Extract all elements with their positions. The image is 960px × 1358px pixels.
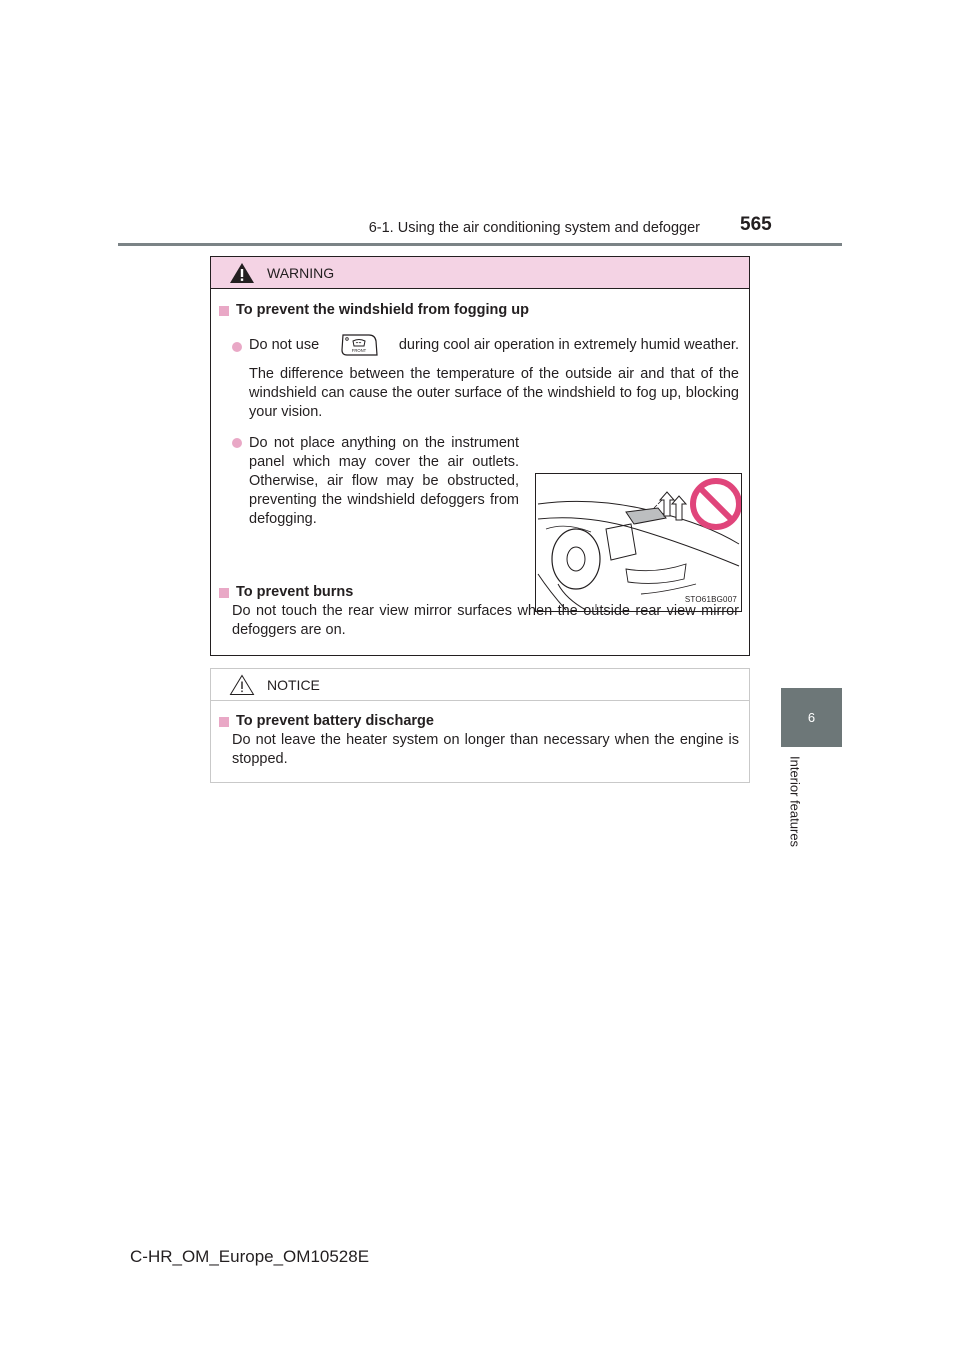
header-divider [118,243,842,246]
round-bullet-icon [232,438,242,448]
warning-triangle-icon [229,262,255,284]
figure-code: STO61BG007 [684,595,737,604]
warning-heading: WARNING [267,264,335,281]
burns-title: To prevent burns [219,583,739,602]
list-item: Do not use FRONT during cool air operation in extremely humid weather. [219,332,739,358]
square-bullet-icon [219,717,229,727]
list-item: Do not place anything on the instrument panel which may cover the air outlets. Otherwise, air flow may be obstructed, preventing the windshield defoggers from defogging. [219,434,519,529]
notice-header [211,669,749,701]
battery-title: To prevent battery discharge [219,712,739,731]
notice-heading: NOTICE [267,676,320,693]
document-code: C-HR_OM_Europe_OM10528E [130,1247,370,1266]
battery-section [219,712,739,769]
burns-section [219,583,739,640]
front-defogger-button-icon [339,332,379,358]
burns-body: Do not touch the rear view mirror surfaces when the outside rear view mirror defoggers are on. [232,603,739,638]
notice-box [210,668,750,783]
square-bullet-icon [219,588,229,598]
chapter-label: Interior features [787,756,803,848]
chapter-number: 6 [807,710,816,725]
svg-text:FRONT: FRONT [351,348,367,353]
fog-explanation: The difference between the temperature of the outside air and that of the windshield can cause the outer surface of the windshield to fog up, blocking your vision. [249,366,739,420]
round-bullet-icon [232,342,242,352]
battery-body: Do not leave the heater system on longer than necessary when the engine is stopped. [232,732,739,767]
section-title: 6-1. Using the air conditioning system and defogger [368,220,700,236]
chapter-tab[interactable] [781,688,842,747]
windshield-fog-title: To prevent the windshield from fogging up [219,301,739,320]
square-bullet-icon [219,306,229,316]
caution-triangle-icon [229,674,255,696]
warning-header [211,257,749,289]
warning-box [210,256,750,656]
page-number: 565 [740,214,772,235]
